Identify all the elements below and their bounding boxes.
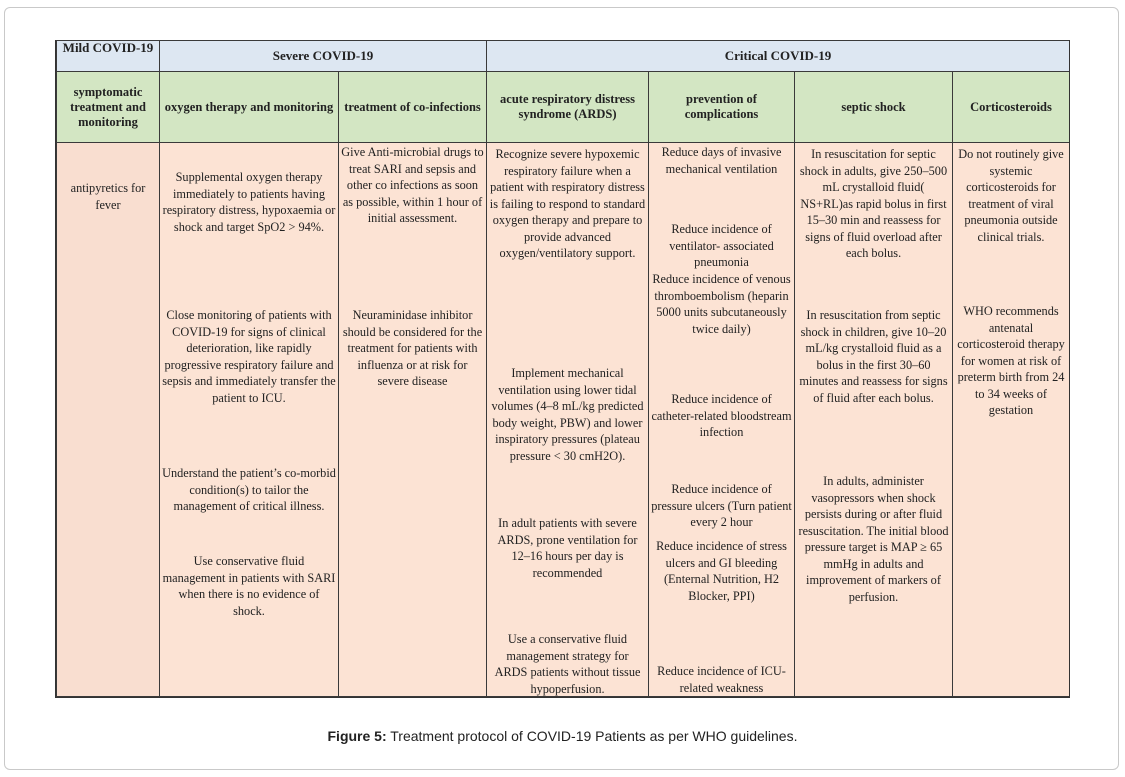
cell-ards <box>487 143 649 697</box>
text-antipyretics: antipyretics for fever <box>70 181 146 212</box>
text-prone-ventilation: In adult patients with severe ARDS, prone ventilation for 12–16 hours per day is recommended <box>497 516 638 580</box>
cell-oxygen-therapy <box>160 143 339 697</box>
subheader-corticosteroids: Corticosteroids <box>953 72 1070 143</box>
text-conservative-fluid-ards: Use a conservative fluid management strategy for ARDS patients without tissue hypoperfusion. <box>494 632 641 696</box>
cell-co-infections <box>339 143 487 697</box>
text-close-monitoring: Close monitoring of patients with COVID-19 for signs of clinical deterioration, like rapidly progressive respiratory failure and sepsis and immediately transfer the patient to ICU. <box>162 308 336 405</box>
cell-prevention <box>649 143 795 697</box>
text-antenatal-corticosteroids: WHO recommends antenatal corticosteroid therapy for women at risk of preterm birth from 24 to 34 weeks of gestation <box>957 304 1065 417</box>
treatment-protocol-table <box>56 40 1070 697</box>
header-severe-covid: Severe COVID-19 <box>160 41 487 72</box>
figure-table-image <box>55 40 1070 698</box>
text-septic-shock-adults: In resuscitation for septic shock in adults, give 250–500 mL crystalloid fluid( NS+RL)as rapid bolus in first 15–30 min and reassess for signs of fluid overload after each bolus. <box>799 147 948 260</box>
header-critical-covid: Critical COVID-19 <box>487 41 1070 72</box>
text-reduce-stress-ulcers: Reduce incidence of stress ulcers and GI bleeding (Enternal Nutrition, H2 Blocker, PPI) <box>656 539 787 603</box>
subheader-co-infections: treatment of co-infections <box>339 72 487 143</box>
subheader-septic-shock: septic shock <box>795 72 953 143</box>
text-mechanical-ventilation: Implement mechanical ventilation using lower tidal volumes (4–8 mL/kg predicted body weight, PBW) and lower inspiratory pressures (plateau pressure < 30 cmH2O). <box>491 366 644 463</box>
cell-symptomatic <box>57 143 160 697</box>
subheader-oxygen-therapy: oxygen therapy and monitoring <box>160 72 339 143</box>
text-comorbid-conditions: Understand the patient’s co-morbid condition(s) to tailor the management of critical illness. <box>162 466 336 513</box>
text-septic-shock-children: In resuscitation from septic shock in children, give 10–20 mL/kg crystalloid fluid as a bolus in the first 30–60 minutes and reassess for signs of fluid after each bolus. <box>799 308 948 405</box>
text-reduce-icu-weakness: Reduce incidence of ICU-related weakness <box>657 664 786 695</box>
caption-label: Figure 5: <box>327 728 387 744</box>
cell-septic-shock <box>795 143 953 697</box>
text-anti-microbial: Give Anti-microbial drugs to treat SARI and sepsis and other co infections as soon as possible, within 1 hour of initial assessment. <box>341 145 484 225</box>
text-supplemental-oxygen: Supplemental oxygen therapy immediately to patients having respiratory distress, hypoxaemia or shock and target SpO2 > 94%. <box>162 170 336 234</box>
text-reduce-pressure-ulcers: Reduce incidence of pressure ulcers (Turn patient every 2 hour <box>651 482 792 529</box>
text-recognize-hypoxemic: Recognize severe hypoxemic respiratory failure when a patient with respiratory distress is failing to respond to standard oxygen therapy and prepare to provide advanced oxygen/ventilatory support. <box>489 147 646 260</box>
text-reduce-ventilation-days: Reduce days of invasive mechanical ventilation <box>661 145 782 176</box>
subheader-ards: acute respiratory distress syndrome (ARDS) <box>487 72 649 143</box>
text-neuraminidase: Neuraminidase inhibitor should be considered for the treatment for patients with influenza or at risk for severe disease <box>342 308 483 388</box>
cell-corticosteroids <box>953 143 1070 697</box>
text-conservative-fluid: Use conservative fluid management in patients with SARI when there is no evidence of shock. <box>162 554 336 618</box>
text-vasopressors: In adults, administer vasopressors when shock persists during or after fluid resuscitation. The initial blood pressure target is MAP ≥ 65 mmHg in adults and improvement of markers of perfusion. <box>798 474 949 604</box>
text-no-systemic-corticosteroids: Do not routinely give systemic corticosteroids for treatment of viral pneumonia outside clinical trials. <box>958 147 1064 244</box>
subheader-prevention-complications: prevention of complications <box>649 72 795 143</box>
text-reduce-vap: Reduce incidence of ventilator- associated pneumonia <box>669 222 774 269</box>
caption-text: Treatment protocol of COVID-19 Patients as per WHO guidelines. <box>386 728 798 744</box>
subheader-symptomatic-treatment: symptomatic treatment and monitoring <box>57 72 160 143</box>
text-reduce-bloodstream-infection: Reduce incidence of catheter-related bloodstream infection <box>651 392 792 439</box>
text-reduce-vte: Reduce incidence of venous thromboembolism (heparin 5000 units subcutaneously twice daily) <box>652 272 791 336</box>
header-mild-covid: Mild COVID-19 <box>57 41 160 72</box>
figure-caption <box>0 728 1125 744</box>
